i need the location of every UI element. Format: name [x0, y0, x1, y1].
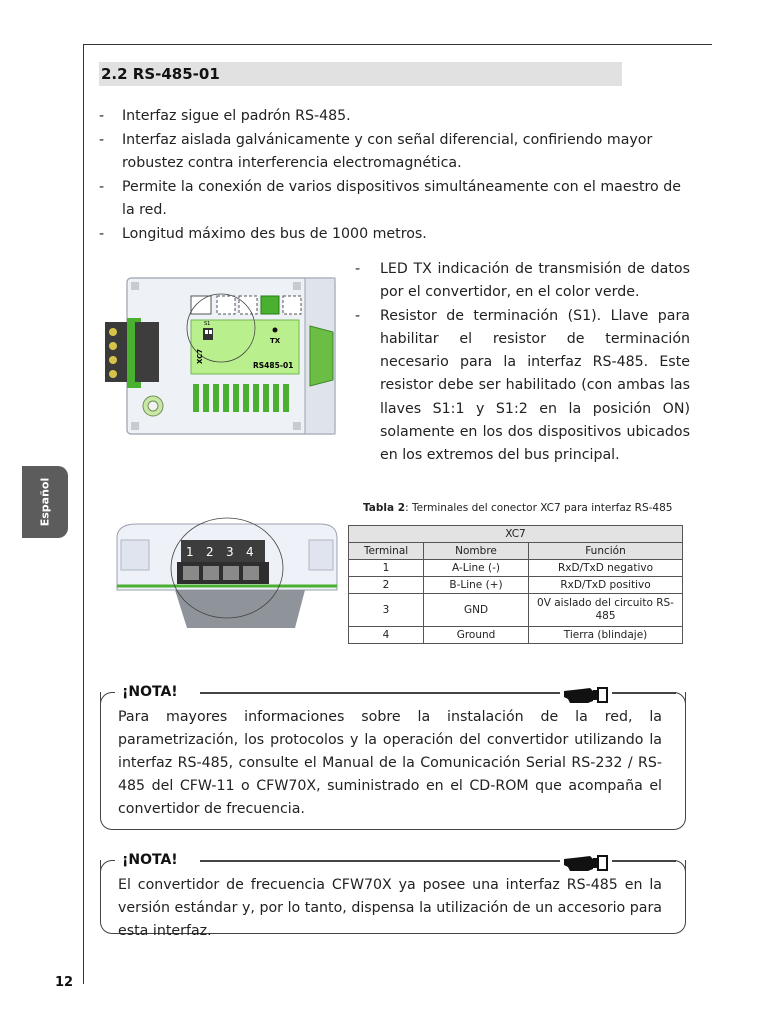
- table-cell: RxD/TxD negativo: [529, 560, 683, 577]
- xc7-terminal-table: [348, 525, 683, 644]
- table-title: XC7: [349, 526, 683, 543]
- table-cell: 2: [349, 577, 424, 594]
- table-cell: Ground: [424, 627, 529, 644]
- connector-pin-2: 2: [206, 545, 214, 559]
- model-label: RS485-01: [253, 361, 294, 370]
- table-cell: B-Line (+): [424, 577, 529, 594]
- s1-label: S1: [204, 321, 211, 327]
- page-frame-top: [84, 44, 712, 45]
- language-tab-label: Español: [38, 477, 52, 527]
- module-feature-list: [355, 258, 690, 468]
- table-caption-text: : Terminales del conector XC7 para interfaz RS-485: [405, 502, 673, 514]
- section-title: 2.2 RS-485-01: [99, 62, 622, 86]
- pointing-hand-icon: [560, 852, 612, 872]
- list-item: - Interfaz sigue el padrón RS-485.: [99, 105, 689, 129]
- list-item: - Longitud máximo des bus de 1000 metros.: [99, 223, 689, 247]
- list-item: - Permite la conexión de varios dispositivos simultáneamente con el maestro de la red.: [99, 176, 689, 223]
- table-cell: 3: [349, 594, 424, 627]
- language-tab: [22, 466, 68, 538]
- page-frame-left: [83, 44, 84, 984]
- module-illustration: [105, 276, 340, 436]
- note-box: [100, 852, 686, 939]
- list-item: - Resistor de terminación (S1). Llave para habilitar el resistor de terminación necesario para la interfaz RS-485. Este resistor debe ser habilitado (con ambas las llaves S1:1 y S1:2 en la posición ON) solamente en los dos dispositivos ubicados en los extremos del bus principal.: [355, 305, 690, 468]
- table-title-row: [349, 526, 683, 543]
- table-header-cell: Nombre: [424, 543, 529, 560]
- table-cell: 1: [349, 560, 424, 577]
- table-header-cell: Terminal: [349, 543, 424, 560]
- tx-label: TX: [270, 337, 281, 345]
- page-number: 12: [55, 975, 74, 990]
- table-cell: 0V aislado del circuito RS-485: [529, 594, 683, 627]
- xc7-label: XC7: [196, 348, 204, 364]
- table-row: [349, 627, 683, 644]
- note-title: ¡NOTA!: [118, 852, 182, 868]
- table-row: [349, 560, 683, 577]
- note-text: Para mayores informaciones sobre la instalación de la red, la parametrización, los protocolos y la operación del convertidor utilizando la interfaz RS-485, consulte el Manual de la Comunicación Serial RS-232 / RS-485 del CFW-11 o CFW70X, suministrado en el CD-ROM que acompaña el convertidor de frecuencia.: [118, 709, 662, 817]
- note-text: El convertidor de frecuencia CFW70X ya posee una interfaz RS-485 en la versión estándar y, por lo tanto, dispensa la utilización de un accesorio para esta interfaz.: [118, 877, 662, 939]
- list-item: - Interfaz aislada galvánicamente y con señal diferencial, confiriendo mayor robustez contra interferencia electromagnética.: [99, 129, 689, 176]
- table-cell: RxD/TxD positivo: [529, 577, 683, 594]
- table-row: [349, 577, 683, 594]
- connector-pin-4: 4: [246, 545, 254, 559]
- table-row: [349, 594, 683, 627]
- pointing-hand-icon: [560, 684, 612, 704]
- table-cell: 4: [349, 627, 424, 644]
- table-header-cell: Función: [529, 543, 683, 560]
- connector-pin-3: 3: [226, 545, 234, 559]
- feature-list: [99, 105, 689, 246]
- table-header-row: [349, 543, 683, 560]
- note-title: ¡NOTA!: [118, 684, 182, 700]
- table-caption-number: Tabla 2: [363, 502, 406, 514]
- connector-illustration: [115, 516, 340, 636]
- table-cell: Tierra (blindaje): [529, 627, 683, 644]
- note-box: [100, 684, 686, 830]
- table-cell: A-Line (-): [424, 560, 529, 577]
- table-cell: GND: [424, 594, 529, 627]
- connector-pin-1: 1: [186, 545, 194, 559]
- table-caption: [363, 502, 672, 514]
- list-item: - LED TX indicación de transmisión de datos por el convertidor, en el color verde.: [355, 258, 690, 305]
